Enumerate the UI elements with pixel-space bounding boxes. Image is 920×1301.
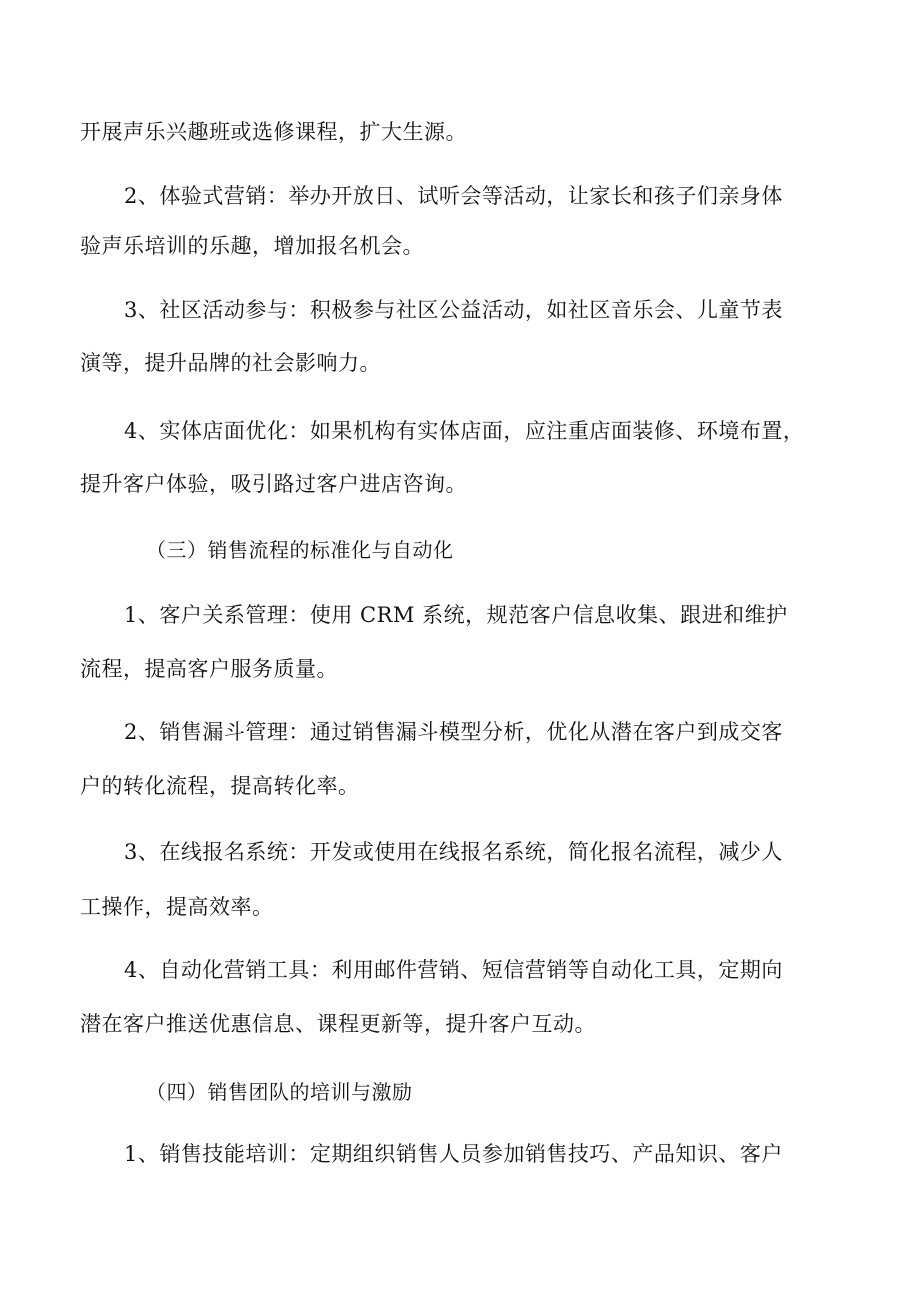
text-line: 2、体验式营销：举办开放日、试听会等活动，让家长和孩子们亲身体 xyxy=(124,184,783,208)
text-line: 4、自动化营销工具：利用邮件营销、短信营销等自动化工具，定期向 xyxy=(124,958,783,982)
text-line: 2、销售漏斗管理：通过销售漏斗模型分析，优化从潜在客户到成交客 xyxy=(124,720,783,744)
text-line: 1、销售技能培训：定期组织销售人员参加销售技巧、产品知识、客户 xyxy=(124,1142,783,1166)
text-line: 流程，提高客户服务质量。 xyxy=(80,657,338,681)
text-line: 提升客户体验，吸引路过客户进店咨询。 xyxy=(80,472,467,496)
section-heading: （三）销售流程的标准化与自动化 xyxy=(146,538,454,562)
text-line: 3、社区活动参与：积极参与社区公益活动，如社区音乐会、儿童节表 xyxy=(124,298,783,322)
text-line: 1、客户关系管理：使用 CRM 系统，规范客户信息收集、跟进和维护 xyxy=(124,603,788,627)
text-line: 4、实体店面优化：如果机构有实体店面，应注重店面装修、环境布置， xyxy=(124,419,805,443)
text-line: 工操作，提高效率。 xyxy=(80,895,274,919)
text-line: 演等，提升品牌的社会影响力。 xyxy=(80,351,381,375)
section-heading: （四）销售团队的培训与激励 xyxy=(146,1080,413,1104)
text-line: 3、在线报名系统：开发或使用在线报名系统，简化报名流程，减少人 xyxy=(124,840,783,864)
text-line: 验声乐培训的乐趣，增加报名机会。 xyxy=(80,234,424,258)
text-line: 户的转化流程，提高转化率。 xyxy=(80,774,360,798)
text-line: 开展声乐兴趣班或选修课程，扩大生源。 xyxy=(80,120,467,144)
text-line: 潜在客户推送优惠信息、课程更新等，提升客户互动。 xyxy=(80,1012,596,1036)
